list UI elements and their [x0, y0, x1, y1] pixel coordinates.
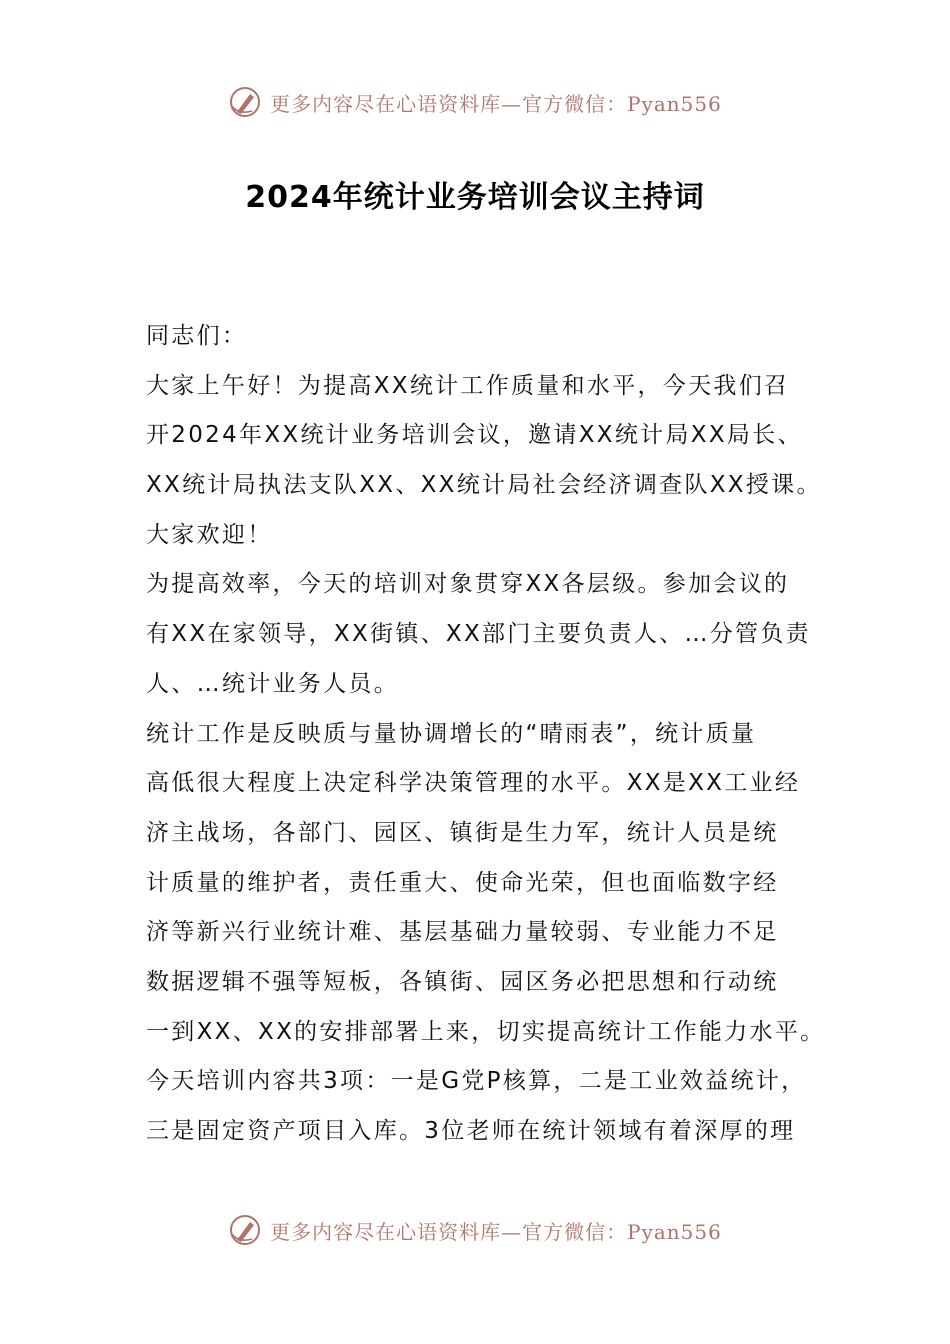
document-body [146, 312, 826, 1157]
body-line: 济主战场，各部门、园区、镇街是生力军，统计人员是统 [146, 819, 779, 846]
body-line: 高低很大程度上决定科学决策管理的水平。XX是XX工业经 [146, 770, 801, 797]
body-line: 开2024年XX统计业务培训会议，邀请XX统计局XX局长、 [146, 422, 803, 449]
body-line: 济等新兴行业统计难、基层基础力量较弱、专业能力不足 [146, 919, 779, 946]
body-line: XX统计局执法支队XX、XX统计局社会经济调查队XX授课。 [146, 472, 822, 499]
footer-banner-text: 更多内容尽在心语资料库—官方微信：Pyan556 [270, 1219, 722, 1244]
document-title: 2024年统计业务培训会议主持词 [245, 180, 705, 215]
body-line: 同志们： [146, 323, 248, 349]
body-line: 人、…统计业务人员。 [146, 670, 399, 697]
body-line: 数据逻辑不强等短板，各镇街、园区务必把思想和行动统 [146, 968, 779, 995]
body-line: 一到XX、XX的安排部署上来，切实提高统计工作能力水平。 [146, 1018, 826, 1045]
footer-banner [0, 1210, 950, 1250]
body-line: 为提高效率，今天的培训对象贯穿XX各层级。参加会议的 [146, 571, 790, 598]
pen-nib-circle-icon [228, 85, 262, 119]
header-banner [0, 82, 950, 122]
body-line: 今天培训内容共3项：一是G党P核算，二是工业效益统计， [146, 1068, 807, 1095]
body-line: 大家欢迎！ [146, 521, 273, 548]
body-line: 有XX在家领导，XX街镇、XX部门主要负责人、…分管负责 [146, 621, 811, 648]
body-line: 大家上午好！为提高XX统计工作质量和水平，今天我们召 [146, 372, 790, 399]
body-line: 计质量的维护者，责任重大、使命光荣，但也面临数字经 [146, 869, 779, 896]
body-line: 三是固定资产项目入库。3位老师在统计领域有着深厚的理 [146, 1118, 796, 1144]
header-banner-text: 更多内容尽在心语资料库—官方微信：Pyan556 [270, 91, 722, 116]
body-line: 统计工作是反映质与量协调增长的“晴雨表”，统计质量 [146, 720, 757, 747]
pen-nib-circle-icon [228, 1213, 262, 1247]
